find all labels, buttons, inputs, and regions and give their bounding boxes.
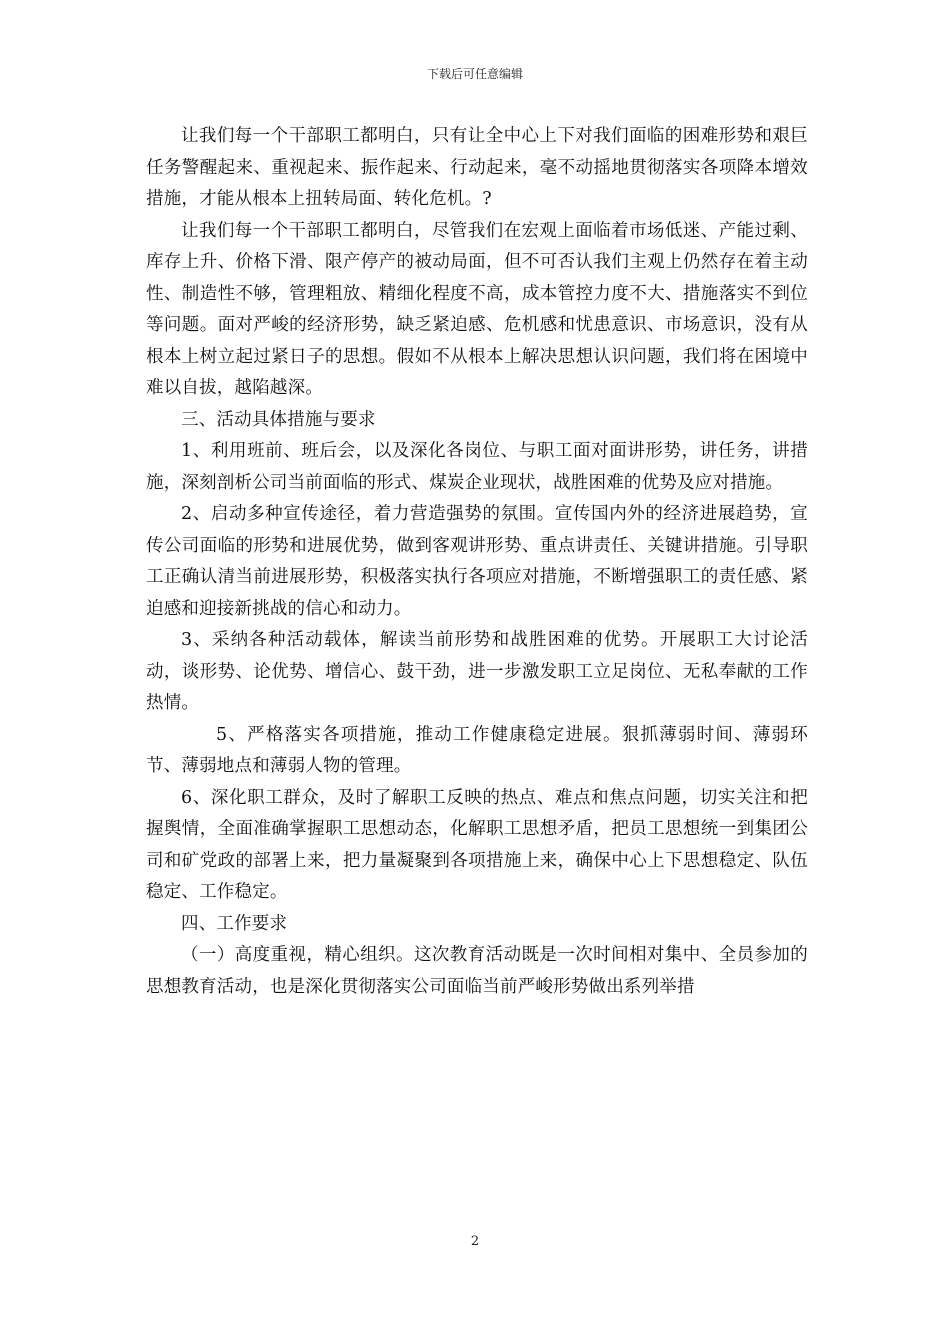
paragraph-2: 让我们每一个干部职工都明白，尽管我们在宏观上面临着市场低迷、产能过剩、库存上升、价格下滑、限产停产的被动局面，但不可否认我们主观上仍然存在着主动性、制造性不够，管理粗放、精细化程度不高，成本管控力度不大、措施落实不到位等问题。面对严峻的经济形势，缺乏紧迫感、危机感和忧患意识、市场意识，没有从根本上树立起过紧日子的思想。假如不从根本上解决思想认识问题，我们将在困境中难以自拔，越陷越深。 — [146, 220, 808, 398]
section-heading-4: 四、工作要求 — [181, 913, 288, 934]
measure-item-6: 6、深化职工群众，及时了解职工反映的热点、难点和焦点问题，切实关注和把握舆情，全面准确掌握职工思想动态，化解职工思想矛盾，把员工思想统一到集团公司和矿党政的部署上来，把力量凝聚到各项措施上来，确保中心上下思想稳定、队伍稳定、工作稳定。 — [146, 787, 808, 902]
measure-item-5: 5、严格落实各项措施，推动工作健康稳定进展。狠抓薄弱时间、薄弱环节、薄弱地点和薄弱人物的管理。 — [146, 724, 808, 776]
requirement-item-1: （一）高度重视，精心组织。这次教育活动既是一次时间相对集中、全员参加的思想教育活动，也是深化贯彻落实公司面临当前严峻形势做出系列举措 — [146, 945, 808, 997]
page-number: 2 — [470, 1234, 480, 1249]
measure-item-3: 3、采纳各种活动载体，解读当前形势和战胜困难的优势。开展职工大讨论活动，谈形势、论优势、增信心、鼓干劲，进一步激发职工立足岗位、无私奉献的工作热情。 — [146, 630, 808, 713]
page-header: 下载后可任意编辑 — [426, 67, 523, 81]
section-heading-3: 三、活动具体措施与要求 — [181, 409, 376, 430]
measure-item-1: 1、利用班前、班后会，以及深化各岗位、与职工面对面讲形势，讲任务，讲措施，深刻剖析公司当前面临的形式、煤炭企业现状，战胜困难的优势及应对措施。 — [146, 441, 808, 493]
document-body — [146, 121, 808, 1003]
paragraph-1: 让我们每一个干部职工都明白，只有让全中心上下对我们面临的困难形势和艰巨任务警醒起来、重视起来、振作起来、行动起来，毫不动摇地贯彻落实各项降本增效措施，才能从根本上扭转局面、转化危机。? — [146, 126, 808, 209]
measure-item-2: 2、启动多种宣传途径，着力营造强势的氛围。宣传国内外的经济进展趋势，宣传公司面临的形势和进展优势，做到客观讲形势、重点讲责任、关键讲措施。引导职工正确认清当前进展形势，积极落实执行各项应对措施，不断增强职工的责任感、紧迫感和迎接新挑战的信心和动力。 — [146, 504, 808, 619]
